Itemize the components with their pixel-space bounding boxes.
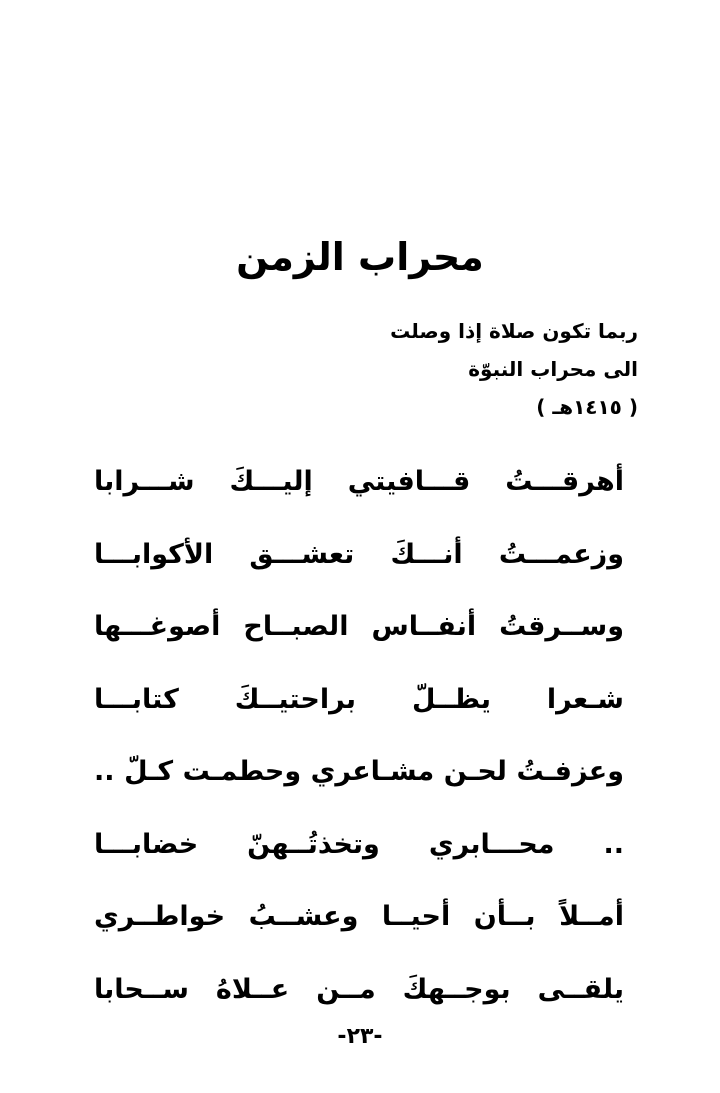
poem-verse: وزعمـــتُ أنـــكَ تعشـــق الأكوابـــا xyxy=(94,538,624,570)
poem-body xyxy=(94,462,624,1042)
poem-verse: وعزفـتُ لحـن مشـاعري وحطمـت كـلّ .. xyxy=(94,756,624,787)
poem-verse: أمــلاً بــأن أحيــا وعشــبُ خواطــري xyxy=(94,901,624,932)
poem-title: محراب الزمن xyxy=(236,235,484,279)
poem-verse: أهرقـــتُ قـــافيتي إليـــكَ شـــرابا xyxy=(94,466,624,497)
poem-verse: وســرقتُ أنفــاس الصبــاح أصوغـــها xyxy=(94,611,624,642)
poem-verse: .. محـــابري وتخذتُــهنّ خضابـــا xyxy=(94,828,624,860)
page-number: -٢٣- xyxy=(337,1024,383,1049)
dedication-line: الى محراب النبوّة xyxy=(468,357,638,381)
dedication-line: ربما تكون صلاة إذا وصلت xyxy=(390,319,638,343)
dedication-block xyxy=(238,312,638,426)
poem-verse: شـعرا يظــلّ براحتيــكَ كتابـــا xyxy=(94,683,624,715)
poem-verse: يلقــى بوجــهكَ مــن عــلاهُ ســحابا xyxy=(94,973,624,1005)
dedication-date: ( ١٤١٥هـ ) xyxy=(536,395,638,419)
